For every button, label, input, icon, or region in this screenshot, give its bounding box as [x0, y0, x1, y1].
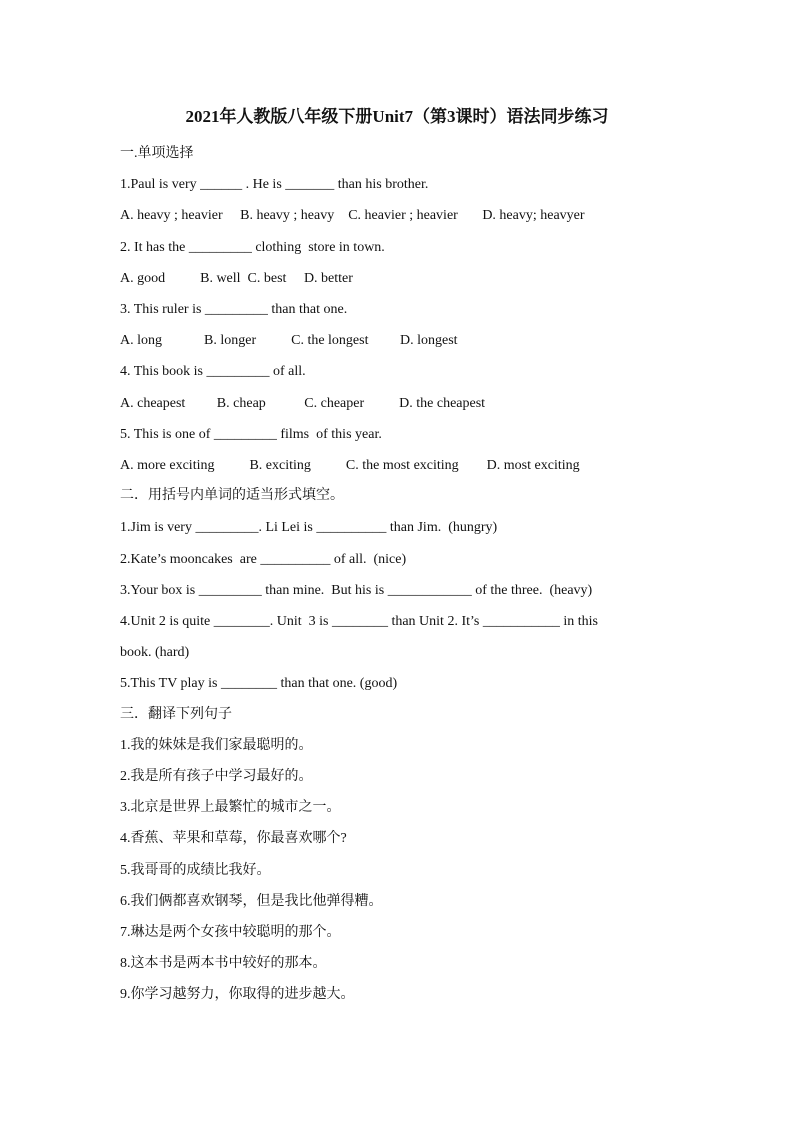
translation-item: 6.我们俩都喜欢钢琴，但是我比他弹得糟。: [120, 894, 383, 909]
translation-item: 2.我是所有孩子中学习最好的。: [120, 769, 313, 784]
question-line: 5.This TV play is ________ than that one. (good): [120, 676, 398, 691]
question-line: 3.Your box is _________ than mine. But his is ____________ of the three. (heavy): [120, 583, 593, 598]
translation-item: 4.香蕉、苹果和草莓，你最喜欢哪个?: [120, 831, 347, 846]
options-line: A. good B. well C. best D. better: [120, 271, 353, 286]
question-line: 2. It has the _________ clothing store in town.: [120, 240, 385, 255]
question-line: 4. This book is _________ of all.: [120, 364, 306, 379]
document-title: 2021年人教版八年级下册Unit7（第3课时）语法同步练习: [185, 107, 609, 126]
options-line: A. long B. longer C. the longest D. longest: [120, 333, 458, 348]
options-line: A. more exciting B. exciting C. the most exciting D. most exciting: [120, 458, 580, 473]
question-line: 2.Kate’s mooncakes are __________ of all. (nice): [120, 552, 407, 567]
section-heading-translation: 三．翻译下列句子: [120, 707, 232, 722]
question-line: 1.Paul is very ______ . He is _______ than his brother.: [120, 177, 429, 192]
section-heading-fill-in: 二．用括号内单词的适当形式填空。: [120, 488, 344, 503]
question-line: 4.Unit 2 is quite ________. Unit 3 is ________ than Unit 2. It’s ___________ in this: [120, 614, 598, 629]
translation-item: 5.我哥哥的成绩比我好。: [120, 863, 271, 878]
question-line: 5. This is one of _________ films of this year.: [120, 427, 382, 442]
translation-item: 9.你学习越努力，你取得的进步越大。: [120, 987, 355, 1002]
translation-item: 3.北京是世界上最繁忙的城市之一。: [120, 800, 341, 815]
options-line: A. cheapest B. cheap C. cheaper D. the cheapest: [120, 396, 486, 411]
translation-item: 7.琳达是两个女孩中较聪明的那个。: [120, 925, 341, 940]
question-line: 1.Jim is very _________. Li Lei is __________ than Jim. (hungry): [120, 520, 498, 535]
question-line-continuation: book. (hard): [120, 645, 190, 660]
translation-item: 1.我的妹妹是我们家最聪明的。: [120, 738, 313, 753]
translation-item: 8.这本书是两本书中较好的那本。: [120, 956, 327, 971]
question-line: 3. This ruler is _________ than that one.: [120, 302, 348, 317]
options-line: A. heavy ; heavier B. heavy ; heavy C. heavier ; heavier D. heavy; heavyer: [120, 208, 585, 223]
section-heading-multiple-choice: 一.单项选择: [120, 146, 194, 161]
